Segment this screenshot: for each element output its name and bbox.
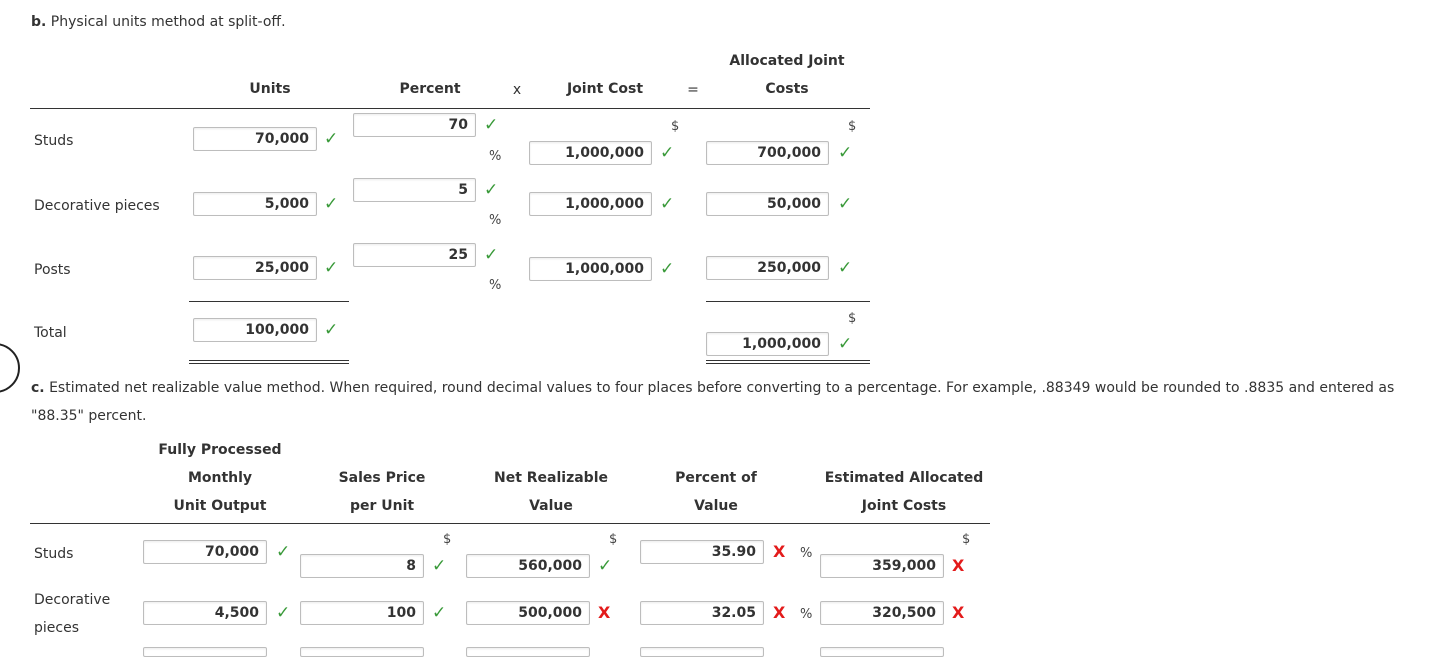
units-input-posts[interactable]: 25,000 [193,256,317,280]
header-rule [30,108,870,109]
joint-cost-input-posts[interactable]: 1,000,000 [529,257,652,281]
check-icon: ✓ [324,129,339,149]
header-allocated-1: Allocated Joint [729,53,845,69]
allocated-input-studs[interactable]: 700,000 [706,141,829,165]
header-allocated-2: Costs [765,81,809,97]
allocated-input-decorative[interactable]: 50,000 [706,192,829,216]
price-input-decorative[interactable]: 100 [300,601,424,625]
header-est-1: Estimated Allocated [824,470,984,486]
units-input-decorative[interactable]: 5,000 [193,192,317,216]
estimated-input-next[interactable] [820,647,944,657]
section-b-title: b. Physical units method at split-off. [31,14,286,30]
cross-icon: X [952,603,965,622]
percent-input-studs[interactable]: 70 [353,113,476,137]
nrv-input-studs[interactable]: 560,000 [466,554,590,578]
row-label-posts: Posts [34,262,71,278]
cross-icon: X [598,603,611,622]
header-pct-1: Percent of [675,470,757,486]
joint-cost-input-decorative[interactable]: 1,000,000 [529,192,652,216]
check-icon: ✓ [432,556,447,576]
header-units: Units [249,81,291,97]
header-pct-2: Value [694,498,738,514]
cross-icon: X [773,603,786,622]
percent-sign: % [489,149,502,164]
check-icon: ✓ [660,143,675,163]
cross-icon: X [952,556,965,575]
output-input-decorative[interactable]: 4,500 [143,601,267,625]
header-equals: = [687,82,699,98]
subtotal-rule-units [189,301,349,302]
units-input-total[interactable]: 100,000 [193,318,317,342]
dollar-sign: $ [848,119,857,134]
header-price-2: per Unit [349,498,415,514]
check-icon: ✓ [838,194,853,214]
header-nrv-1: Net Realizable [493,470,608,486]
check-icon: ✓ [432,603,447,623]
check-icon: ✓ [598,556,613,576]
header-percent: Percent [399,81,461,97]
row-label-decorative-c-2: pieces [34,620,79,636]
check-icon: ✓ [484,245,499,265]
row-label-decorative-pieces: Decorative pieces [34,198,160,214]
check-icon: ✓ [838,334,853,354]
percent-sign: % [489,213,502,228]
row-label-studs-c: Studs [34,546,74,562]
estimated-input-studs[interactable]: 359,000 [820,554,944,578]
output-input-studs[interactable]: 70,000 [143,540,267,564]
joint-cost-input-studs[interactable]: 1,000,000 [529,141,652,165]
check-icon: ✓ [838,258,853,278]
percent-sign: % [489,278,502,293]
check-icon: ✓ [276,542,291,562]
output-input-next[interactable] [143,647,267,657]
nrv-input-next[interactable] [466,647,590,657]
total-double-rule-allocated [706,360,870,364]
check-icon: ✓ [660,194,675,214]
price-input-studs[interactable]: 8 [300,554,424,578]
row-label-studs: Studs [34,133,74,149]
estimated-input-decorative[interactable]: 320,500 [820,601,944,625]
nrv-input-decorative[interactable]: 500,000 [466,601,590,625]
header-rule-c [30,523,990,524]
header-output-3: Unit Output [173,498,267,514]
allocated-input-posts[interactable]: 250,000 [706,256,829,280]
row-label-decorative-c-1: Decorative [34,592,111,608]
percent-sign: % [800,546,813,561]
dollar-sign: $ [671,119,680,134]
dollar-sign: $ [962,532,971,547]
check-icon: ✓ [324,194,339,214]
header-est-2: Joint Costs [861,498,947,514]
section-c-instructions: c. Estimated net realizable value method. When required, round decimal values to four places before converting to a percentage. For example, .88349 would be rounded to .8835 and entered as "88.35" percent. [31,380,1395,424]
check-icon: ✓ [484,180,499,200]
header-output-1: Fully Processed [158,442,282,458]
header-times: x [512,82,522,98]
header-nrv-2: Value [529,498,573,514]
header-joint-cost: Joint Cost [566,81,644,97]
price-input-next[interactable] [300,647,424,657]
percent-input-decorative-c[interactable]: 32.05 [640,601,764,625]
check-icon: ✓ [838,143,853,163]
dollar-sign: $ [609,532,618,547]
check-icon: ✓ [324,258,339,278]
cross-icon: X [773,542,786,561]
check-icon: ✓ [660,259,675,279]
percent-input-posts[interactable]: 25 [353,243,476,267]
header-output-2: Monthly [187,470,253,486]
percent-input-studs-c[interactable]: 35.90 [640,540,764,564]
total-double-rule-units [189,360,349,364]
check-icon: ✓ [324,320,339,340]
scroll-indicator-circle [0,343,20,393]
row-label-total: Total [34,325,67,341]
percent-input-decorative[interactable]: 5 [353,178,476,202]
percent-input-next[interactable] [640,647,764,657]
subtotal-rule-allocated [706,301,870,302]
check-icon: ✓ [276,603,291,623]
check-icon: ✓ [484,115,499,135]
dollar-sign: $ [848,311,857,326]
header-price-1: Sales Price [338,470,426,486]
percent-sign: % [800,607,813,622]
allocated-input-total[interactable]: 1,000,000 [706,332,829,356]
units-input-studs[interactable]: 70,000 [193,127,317,151]
dollar-sign: $ [443,532,452,547]
